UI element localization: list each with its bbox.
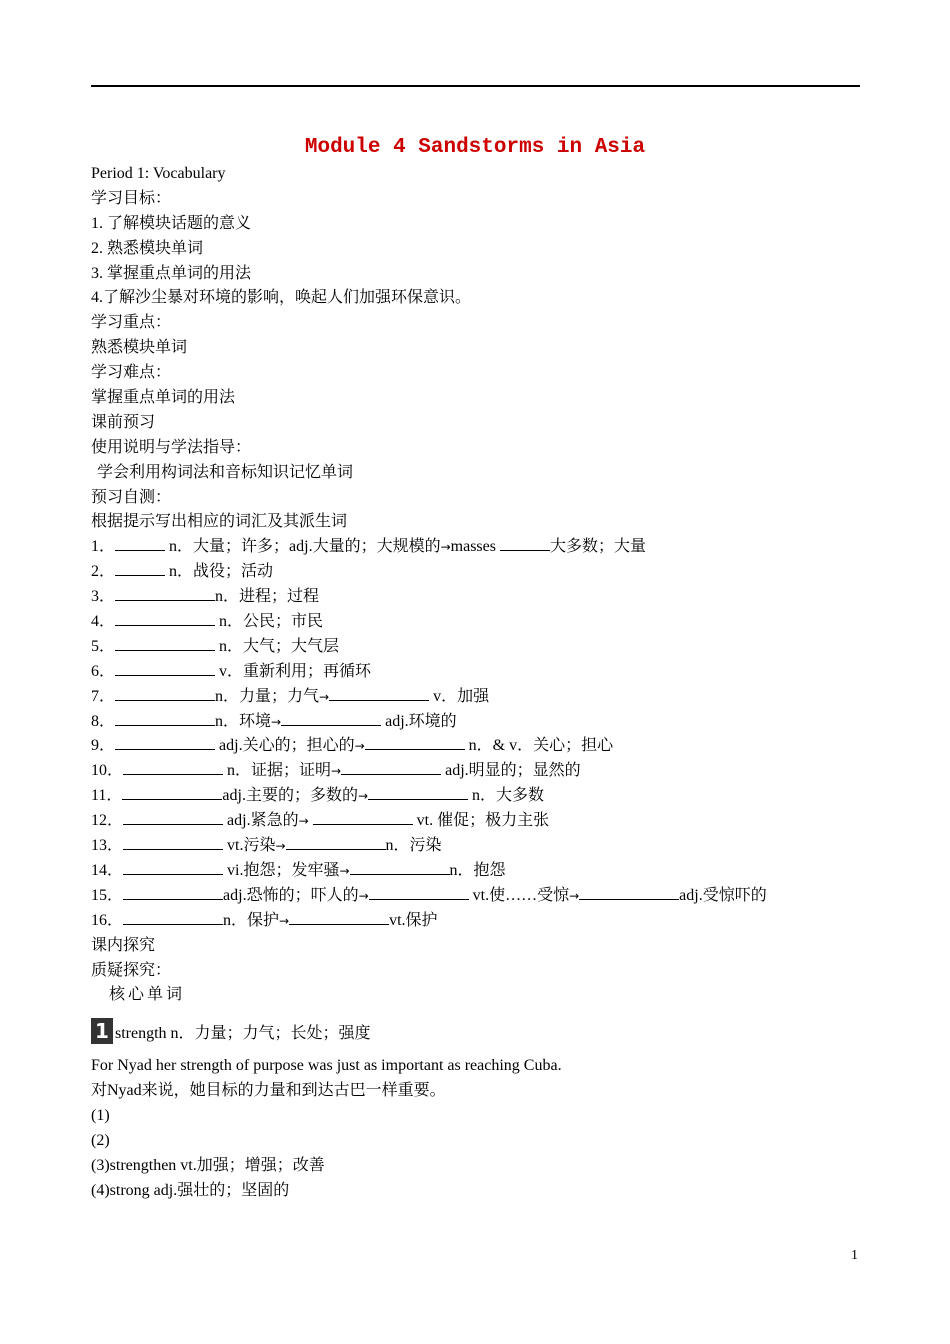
exercise-number: 7． <box>91 687 116 705</box>
exercise-row <box>91 909 861 934</box>
answer-blank[interactable] <box>123 859 223 875</box>
key-points-heading: 学习重点： <box>91 314 172 332</box>
exercise-hint: v．加强 <box>429 687 490 705</box>
answer-blank[interactable] <box>368 784 468 800</box>
exercise-hint: n．& v．关心；担心 <box>464 737 614 755</box>
exercise-number: 9． <box>91 737 116 755</box>
exercise-number: 3． <box>91 588 116 606</box>
exercise-number: 11． <box>91 787 123 805</box>
exercise-hint: n．进程；过程 <box>215 588 320 606</box>
answer-blank[interactable] <box>122 784 222 800</box>
answer-blank[interactable] <box>115 685 215 701</box>
page-number: 1 <box>851 1248 858 1263</box>
exercise-row <box>91 809 861 834</box>
exercise-hint: v．重新利用；再循环 <box>215 662 372 680</box>
exercise-row <box>91 884 861 909</box>
exercise-row <box>91 635 861 660</box>
arrow-icon: → <box>331 764 342 779</box>
arrow-icon: → <box>339 863 350 878</box>
usage-note: (1) <box>91 1107 110 1125</box>
exercise-number: 14． <box>91 861 124 879</box>
difficulties-heading: 学习难点： <box>91 364 172 382</box>
answer-blank[interactable] <box>123 909 223 925</box>
inclass-heading: 课内探究 <box>91 936 156 954</box>
answer-blank[interactable] <box>115 660 215 676</box>
arrow-icon: → <box>319 689 330 704</box>
exercise-row <box>91 784 861 809</box>
exercise-row <box>91 710 861 735</box>
exercise-hint: n．证据；证明 <box>223 762 332 780</box>
answer-blank[interactable] <box>123 834 223 850</box>
answer-blank[interactable] <box>123 884 223 900</box>
answer-blank[interactable] <box>115 635 215 651</box>
exercise-hint: 大多数；大量 <box>549 538 646 556</box>
exercise-hint: n．大多数 <box>468 787 545 805</box>
arrow-icon: → <box>275 839 286 854</box>
objective-item: 2. 熟悉模块单词 <box>91 239 204 257</box>
answer-blank[interactable] <box>115 585 215 601</box>
exercise-hint: n．大气；大气层 <box>215 637 340 655</box>
exercise-hint: n．力量；力气 <box>215 687 320 705</box>
core-words-heading: 核心单词 <box>109 986 186 1004</box>
arrow-icon: → <box>271 714 282 729</box>
answer-blank[interactable] <box>115 560 165 576</box>
exercise-hint: vt.保护 <box>389 911 438 929</box>
answer-blank[interactable] <box>115 610 215 626</box>
worksheet-content <box>91 162 861 1204</box>
exercise-hint: n．抱怨 <box>449 861 506 879</box>
answer-blank[interactable] <box>115 535 165 551</box>
arrow-icon: → <box>279 913 290 928</box>
header-rule <box>91 85 860 87</box>
objectives-heading: 学习目标： <box>91 189 172 207</box>
exercise-number: 8． <box>91 712 116 730</box>
arrow-icon: → <box>358 888 369 903</box>
exercise-instruction: 根据提示写出相应的词汇及其派生词 <box>91 513 348 531</box>
exercise-hint: adj.恐怖的；吓人的 <box>223 886 359 904</box>
answer-blank[interactable] <box>500 535 550 551</box>
example-sentence-en: For Nyad her strength of purpose was just as important as reaching Cuba. <box>91 1057 562 1075</box>
exercise-hint: adj.环境的 <box>381 712 457 730</box>
answer-blank[interactable] <box>365 734 465 750</box>
answer-blank[interactable] <box>350 859 450 875</box>
answer-blank[interactable] <box>286 834 386 850</box>
exercise-hint: adj.紧急的 <box>223 812 299 830</box>
answer-blank[interactable] <box>329 685 429 701</box>
exercise-number: 2． <box>91 563 116 581</box>
exercise-hint: masses <box>450 538 500 556</box>
self-test-heading: 预习自测： <box>91 488 172 506</box>
exercise-hint: vt. 催促；极力主张 <box>412 812 550 830</box>
core-word-number: 1 <box>91 1018 113 1044</box>
arrow-icon: → <box>440 540 451 555</box>
guide-text: 学会利用构词法和音标知识记忆单词 <box>97 463 354 481</box>
usage-note: (2) <box>91 1131 110 1149</box>
exercise-row <box>91 660 861 685</box>
exercise-hint: vt.使……受惊 <box>468 886 570 904</box>
exercise-hint: n．公民；市民 <box>215 613 324 631</box>
arrow-icon: → <box>354 739 365 754</box>
key-points-text: 熟悉模块单词 <box>91 339 188 357</box>
exercise-hint: vi.抱怨；发牢骚 <box>223 861 340 879</box>
answer-blank[interactable] <box>281 710 381 726</box>
exercise-number: 13． <box>91 837 124 855</box>
exercise-hint: vt.污染 <box>223 837 276 855</box>
answer-blank[interactable] <box>341 759 441 775</box>
answer-blank[interactable] <box>115 734 215 750</box>
exercise-row <box>91 859 861 884</box>
exercise-row <box>91 685 861 710</box>
arrow-icon: → <box>357 789 369 804</box>
core-word-definition: strength n．力量；力气；长处；强度 <box>115 1024 371 1042</box>
difficulties-text: 掌握重点单词的用法 <box>91 389 236 407</box>
exercise-hint: n．战役；活动 <box>169 563 274 581</box>
exercise-number: 16． <box>91 911 124 929</box>
period-label: Period 1: Vocabulary <box>91 165 226 182</box>
exercise-hint: n．保护 <box>223 911 280 929</box>
exercise-row <box>91 610 861 635</box>
exercise-row <box>91 734 861 759</box>
answer-blank[interactable] <box>313 809 413 825</box>
page-title: Module 4 Sandstorms in Asia <box>304 136 646 159</box>
usage-note: (4)strong adj.强壮的；坚固的 <box>91 1181 290 1199</box>
exercise-number: 15． <box>91 886 124 904</box>
exercise-hint: adj.明显的；显然的 <box>441 762 581 780</box>
exercise-row <box>91 834 861 859</box>
exercise-hint: n．大量；许多；adj.大量的；大规模的 <box>169 538 441 556</box>
arrow-icon: → <box>298 814 309 829</box>
core-word-entry <box>91 1012 861 1050</box>
example-sentence-cn: 对Nyad来说，她目标的力量和到达古巴一样重要。 <box>91 1082 446 1100</box>
exercise-row <box>91 560 861 585</box>
exercise-number: 4． <box>91 613 116 631</box>
exercise-hint: adj.受惊吓的 <box>679 886 767 904</box>
exercise-hint: n．污染 <box>385 837 442 855</box>
question-heading: 质疑探究： <box>91 961 172 979</box>
objective-item: 4.了解沙尘暴对环境的影响，唤起人们加强环保意识。 <box>91 289 472 307</box>
guide-heading: 使用说明与学法指导： <box>91 438 252 456</box>
objective-item: 1. 了解模块话题的意义 <box>91 214 252 232</box>
answer-blank[interactable] <box>369 884 469 900</box>
answer-blank[interactable] <box>123 759 223 775</box>
exercise-hint: adj.主要的；多数的 <box>222 787 358 805</box>
answer-blank[interactable] <box>579 884 679 900</box>
preview-heading: 课前预习 <box>91 413 156 431</box>
exercise-row <box>91 759 861 784</box>
exercise-row <box>91 585 861 610</box>
answer-blank[interactable] <box>115 710 215 726</box>
exercise-row <box>91 535 861 560</box>
exercise-number: 12． <box>91 812 124 830</box>
arrow-icon: → <box>569 888 580 903</box>
exercise-number: 6． <box>91 662 116 680</box>
exercise-number: 5． <box>91 637 116 655</box>
usage-note: (3)strengthen vt.加强；增强；改善 <box>91 1156 325 1174</box>
exercise-hint: n．环境 <box>215 712 272 730</box>
exercise-number: 1． <box>91 538 116 556</box>
exercise-number: 10． <box>91 762 124 780</box>
exercise-hint: adj.关心的；担心的 <box>215 737 355 755</box>
answer-blank[interactable] <box>289 909 389 925</box>
objective-item: 3. 掌握重点单词的用法 <box>91 264 252 282</box>
answer-blank[interactable] <box>123 809 223 825</box>
